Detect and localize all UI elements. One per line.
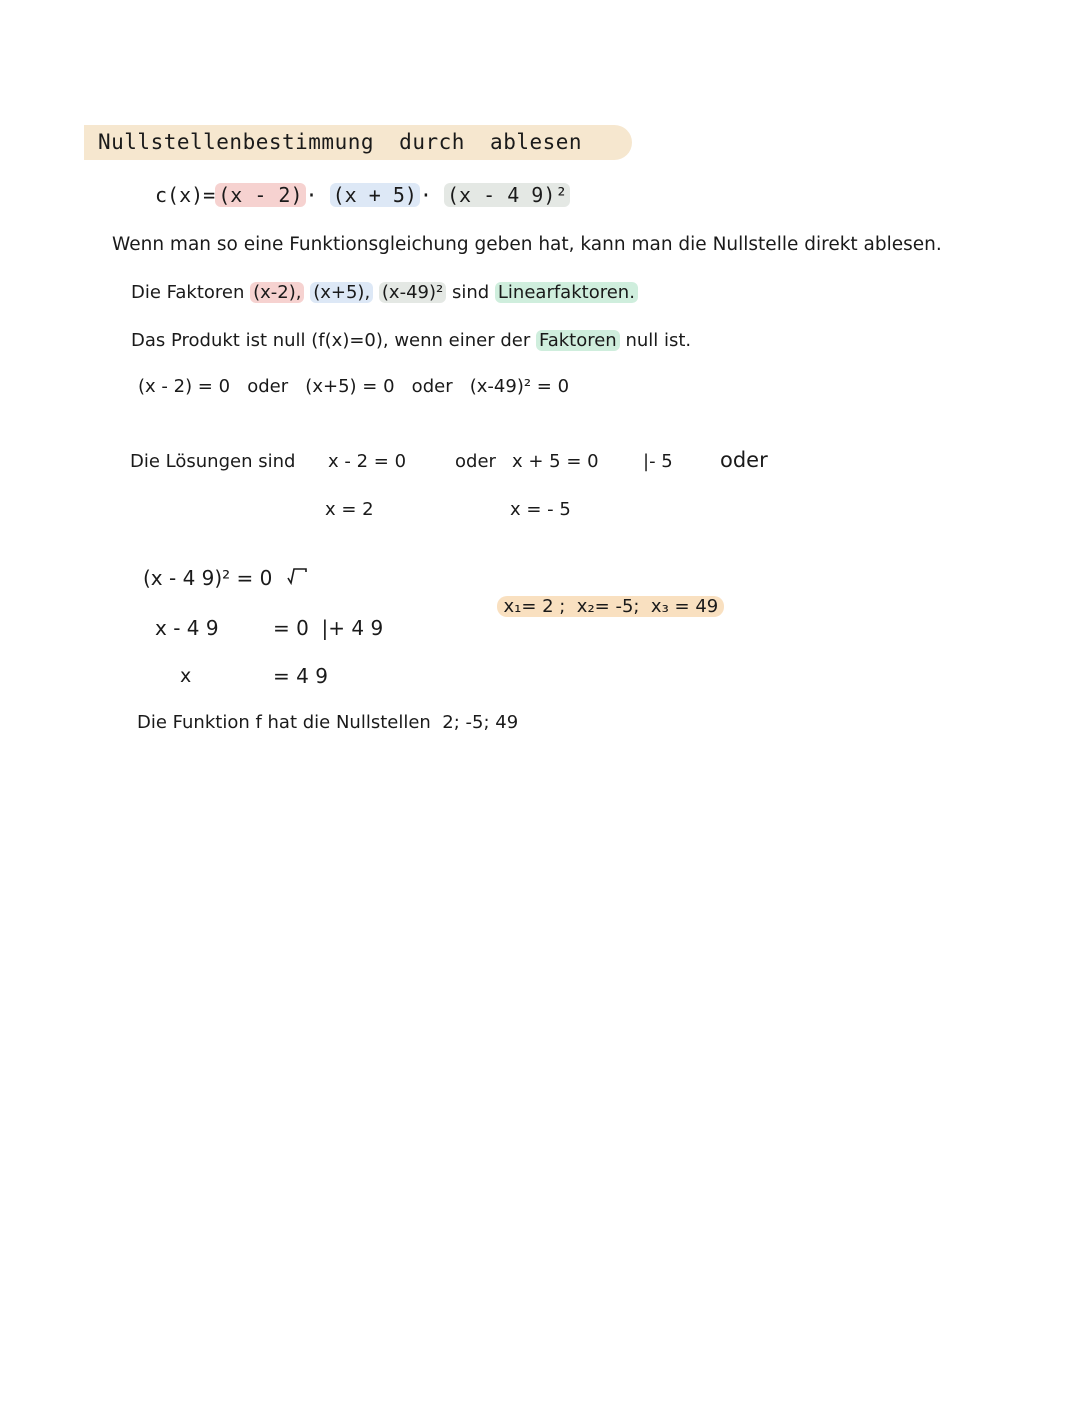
page-title <box>98 130 582 154</box>
third-final-right: = 4 9 <box>273 664 328 688</box>
solution-op-2: |- 5 <box>643 451 673 472</box>
solution-eq-2: x + 5 = 0 <box>512 451 599 472</box>
third-eq-text: (x - 4 9)² = 0 <box>143 566 273 590</box>
eq-prefix: c(x)= <box>155 183 216 207</box>
eq-factor-3: (x - 4 9)² <box>444 183 570 207</box>
title-word-1: Nullstellenbestimmung <box>98 130 375 154</box>
third-final-left: x <box>180 665 192 687</box>
factors-term: Linearfaktoren. <box>495 282 638 303</box>
function-equation <box>155 181 570 209</box>
third-equation <box>143 564 307 592</box>
solution-result-1: x = 2 <box>325 499 374 520</box>
conditions-line: (x - 2) = 0 oder (x+5) = 0 oder (x-49)² = 0 <box>138 376 570 397</box>
product-term: Faktoren <box>536 330 620 351</box>
solution-or-2: oder <box>720 448 768 472</box>
eq-dot-1: · <box>305 183 318 207</box>
factors-f1: (x-2), <box>250 282 304 303</box>
third-step-left: x - 4 9 <box>155 616 219 640</box>
solutions-label: Die Lösungen sind <box>130 451 296 472</box>
square-root-icon <box>287 567 307 585</box>
eq-factor-2: (x + 5) <box>330 183 420 207</box>
factors-f2: (x+5), <box>310 282 373 303</box>
sentence-product <box>131 327 691 355</box>
factors-f3: (x-49)² <box>379 282 446 303</box>
solution-eq-1: x - 2 = 0 <box>328 451 407 472</box>
summary-box <box>486 565 724 621</box>
product-end: null ist. <box>625 330 692 351</box>
title-word-2: durch <box>399 130 465 154</box>
summary-text: x₁= 2 ; x₂= -5; x₃ = 49 <box>497 596 724 617</box>
product-start: Das Produkt ist null (f(x)=0), wenn einer der <box>131 330 531 351</box>
solution-result-2: x = - 5 <box>510 499 571 520</box>
sentence-intro: Wenn man so eine Funktionsgleichung geben hat, kann man die Nullstelle direkt ablesen. <box>112 234 942 255</box>
sentence-factors <box>131 279 638 307</box>
third-step-right: = 0 |+ 4 9 <box>273 616 384 640</box>
solution-or-1: oder <box>455 451 496 472</box>
title-word-3: ablesen <box>490 130 583 154</box>
conclusion: Die Funktion f hat die Nullstellen 2; -5; 49 <box>137 712 519 733</box>
factors-mid: sind <box>451 282 490 303</box>
eq-dot-2: · <box>419 183 432 207</box>
factors-start: Die Faktoren <box>131 282 245 303</box>
eq-factor-1: (x - 2) <box>215 183 305 207</box>
